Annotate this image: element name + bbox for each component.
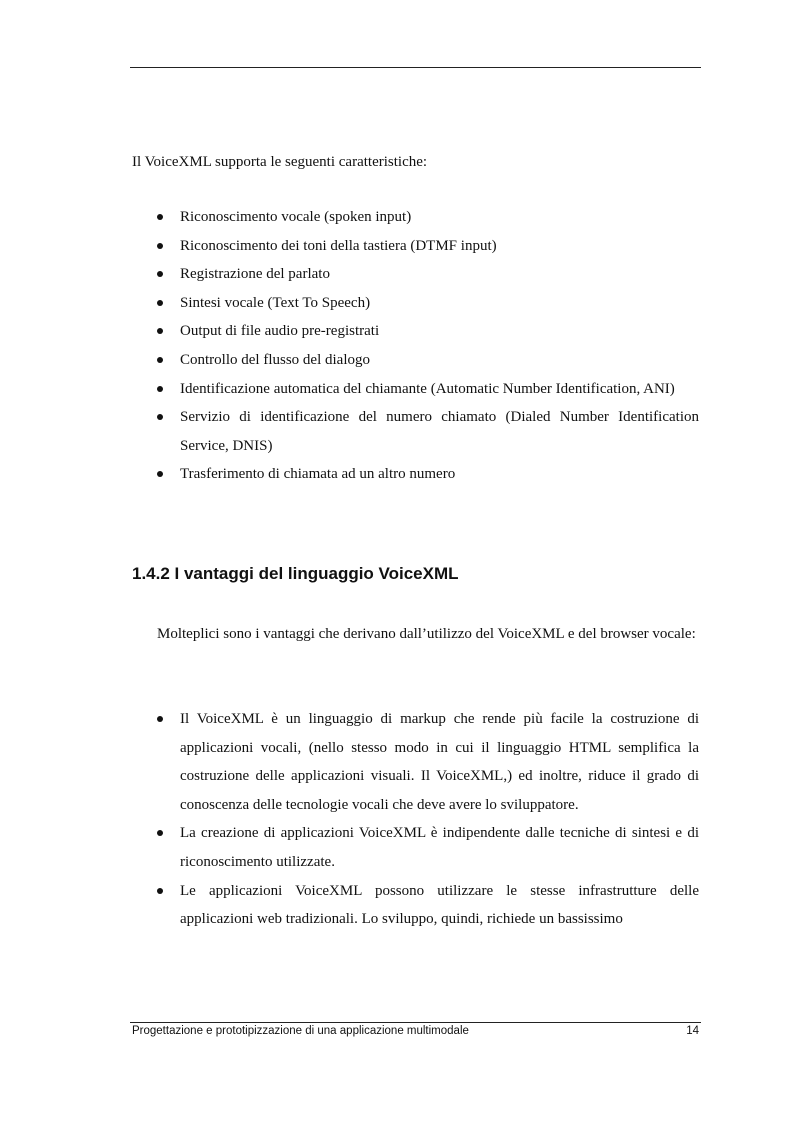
bullet-icon <box>157 271 163 277</box>
list-item: Riconoscimento vocale (spoken input) <box>132 203 699 232</box>
features-list <box>132 203 699 489</box>
list-item: La creazione di applicazioni VoiceXML è indipendente dalle tecniche di sintesi e di riconoscimento utilizzate. <box>132 819 699 876</box>
header-rule <box>130 67 701 68</box>
bullet-icon <box>157 716 163 722</box>
bullet-icon <box>157 300 163 306</box>
list-item: Controllo del flusso del dialogo <box>132 346 699 375</box>
bullet-icon <box>157 414 163 420</box>
advantages-list-container <box>132 705 699 934</box>
bullet-icon <box>157 357 163 363</box>
footer-title: Progettazione e prototipizzazione di una applicazione multimodale <box>132 1025 469 1037</box>
advantages-list <box>132 705 699 934</box>
lead-text: Molteplici sono i vantaggi che derivano dall’utilizzo del VoiceXML e del browser vocale: <box>157 626 696 642</box>
list-item: Trasferimento di chiamata ad un altro numero <box>132 460 699 489</box>
bullet-icon <box>157 386 163 392</box>
section-lead <box>132 620 699 649</box>
intro-paragraph <box>132 148 699 177</box>
features-list-container <box>132 203 699 489</box>
bullet-icon <box>157 830 163 836</box>
page-footer <box>132 1023 699 1039</box>
list-item: Il VoiceXML è un linguaggio di markup che rende più facile la costruzione di applicazioni vocali, (nello stesso modo in cui il linguaggio HTML semplifica la costruzione delle applicazioni visuali. Il VoiceXML,) ed inoltre, riduce il grado di conoscenza delle tecnologie vocali che deve avere lo sviluppatore. <box>132 705 699 819</box>
list-item: Sintesi vocale (Text To Speech) <box>132 289 699 318</box>
page-number: 14 <box>686 1025 699 1037</box>
list-item: Servizio di identificazione del numero chiamato (Dialed Number Identification Service, DNIS) <box>132 403 699 460</box>
intro-text: Il VoiceXML supporta le seguenti caratteristiche: <box>132 154 428 170</box>
bullet-icon <box>157 328 163 334</box>
bullet-icon <box>157 214 163 220</box>
list-item: Registrazione del parlato <box>132 260 699 289</box>
bullet-icon <box>157 471 163 477</box>
list-item: Identificazione automatica del chiamante (Automatic Number Identification, ANI) <box>132 375 699 404</box>
list-item: Output di file audio pre-registrati <box>132 317 699 346</box>
list-item: Le applicazioni VoiceXML possono utilizzare le stesse infrastrutture delle applicazioni web tradizionali. Lo sviluppo, quindi, richiede un bassissimo <box>132 877 699 934</box>
section-heading: 1.4.2 I vantaggi del linguaggio VoiceXML <box>132 564 459 583</box>
bullet-icon <box>157 243 163 249</box>
list-item: Riconoscimento dei toni della tastiera (DTMF input) <box>132 232 699 261</box>
bullet-icon <box>157 888 163 894</box>
